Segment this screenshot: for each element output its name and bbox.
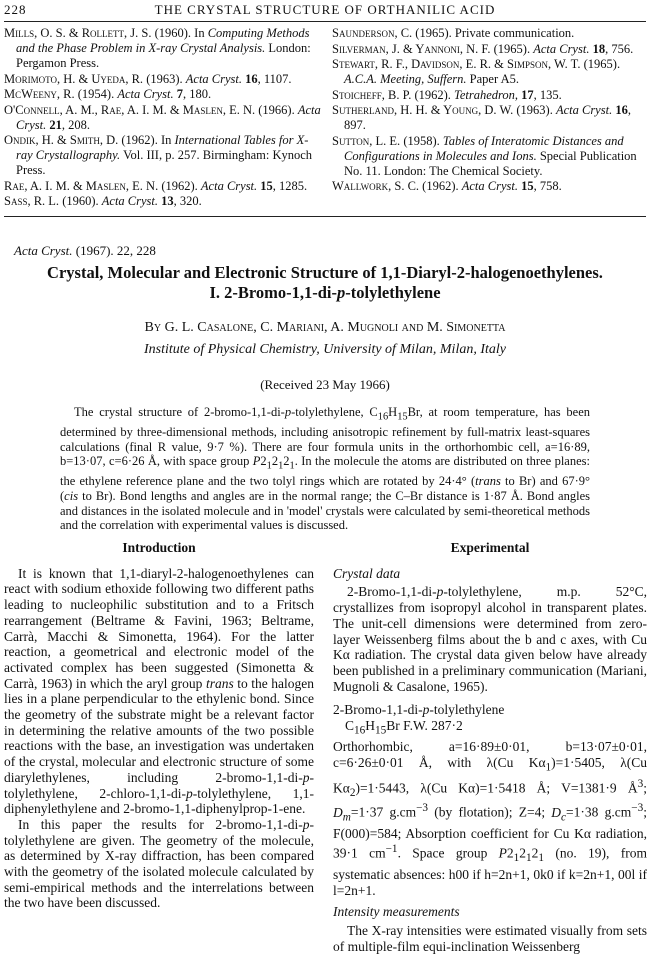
reference-tail: Vol. III, p. 257. Birmingham: Kynoch Press. <box>16 148 313 177</box>
reference-tail: London: Pergamon Press. <box>16 41 311 70</box>
reference-journal: Acta Cryst. <box>200 178 258 193</box>
reference-tail: , 208. <box>61 117 90 132</box>
references-right <box>332 26 648 195</box>
reference-item <box>332 134 648 179</box>
reference-tail: Special Publication No. 11. London: The Chemical Society. <box>344 148 637 178</box>
reference-tail: , 135. <box>533 87 562 102</box>
reference-journal: Acta Cryst. <box>117 87 174 101</box>
introduction-heading: Introduction <box>122 540 196 555</box>
page-header <box>0 0 650 22</box>
reference-journal: Acta Cryst. <box>461 179 518 193</box>
article-title <box>0 263 650 303</box>
reference-item <box>332 88 648 103</box>
title-line-2: I. 2-Bromo-1,1-di-p-tolylethylene <box>209 283 441 302</box>
reference-authors: Ondik, H. & Smith, D. <box>4 133 119 147</box>
reference-authors: Wallwork, S. C. <box>332 179 420 193</box>
page-number: 228 <box>4 2 27 17</box>
references-left <box>4 26 322 210</box>
experimental-column <box>333 540 647 954</box>
reference-journal: Acta Cryst. <box>101 194 159 208</box>
reference-volume: 13 <box>161 194 174 208</box>
reference-journal: Tables of Interatomic Distances and Configurations in Molecules and Ions. <box>344 133 624 163</box>
reference-year: (1958). <box>403 133 440 148</box>
reference-authors: Stewart, R. F., Davidson, E. R. & Simpson, W. T. <box>332 57 581 71</box>
reference-year: (1962). <box>121 133 158 147</box>
reference-journal: A.C.A. Meeting, Suffern. <box>344 72 467 86</box>
reference-volume: 16 <box>245 71 258 86</box>
experimental-heading: Experimental <box>450 540 530 555</box>
reference-volume: 15 <box>521 179 534 193</box>
reference-note: Private communication. <box>454 26 575 40</box>
introduction-column <box>4 540 314 911</box>
reference-authors: Saunderson, C. <box>332 26 413 40</box>
reference-item <box>4 194 322 209</box>
reference-item <box>332 179 648 194</box>
authors-list: G. L. Casalone, C. Mariani, A. Mugnoli and M. Simonetta <box>164 320 506 335</box>
citation-rest: (1967). 22, 228 <box>75 243 156 258</box>
reference-tail: , 320. <box>173 194 202 208</box>
reference-year: (1960). <box>154 26 192 40</box>
reference-year: (1960). <box>62 194 99 208</box>
reference-year: (1965). <box>415 26 452 40</box>
reference-authors: O'Connell, A. M., Rae, A. I. M. & Maslen, E. N. <box>4 102 256 117</box>
reference-journal: International Tables for X-ray Crystallography. <box>16 133 309 162</box>
authors-prefix: By <box>144 320 162 335</box>
reference-year: (1962). <box>414 87 451 102</box>
reference-authors: Sutherland, H. H. & Young, D. W. <box>332 103 514 117</box>
reference-journal: Acta Cryst. <box>16 102 321 132</box>
reference-authors: Rae, A. I. M. & Maslen, E. N. <box>4 178 159 193</box>
abstract: The crystal structure of 2-bromo-1,1-di-p-tolylethylene, $C_{16}H_{15}Br$, at room temperature, has been determined by three-dimensional methods, including anisotropic refinement by full-matrix least-squares calculations (final R value, 9·7 %). There are four formula units in the orthorhombic cell, a=16·89, b=13·07, c=6·26 Å, with space group $P2_12_12_1$. In the molecule the atoms are distributed on three planes: the ethylene reference plane and the two tolyl rings which are rotated by 24·4° (trans to Br) and 67·9° (cis to Br). Bond lengths and angles are in the normal range; the C–Br distance is 1·87 Å. Bond angles and distances in the isolated molecule and in 'model' crystals were calculated by semi-theoretical methods and the correlation with experimental values is discussed. <box>60 405 591 533</box>
reference-item <box>332 42 648 57</box>
reference-item <box>4 103 322 133</box>
reference-volume: 17 <box>521 87 534 102</box>
reference-authors: Morimoto, H. & Uyeda, R. <box>4 71 144 86</box>
intensity-paragraph: The X-ray intensities were estimated visually from sets of multiple-film equi-inclination Weissenberg <box>333 923 647 954</box>
reference-authors: McWeeny, R. <box>4 87 75 101</box>
reference-authors: Mills, O. S. & Rollett, J. S. <box>4 26 152 40</box>
title-line-1: Crystal, Molecular and Electronic Structure of 1,1-Diaryl-2-halogenoethylenes. <box>47 263 603 282</box>
reference-tail: , 756. <box>605 41 634 56</box>
reference-tail: , 180. <box>182 87 212 101</box>
reference-volume: 16 <box>615 103 628 117</box>
reference-journal: Acta Cryst. <box>185 71 243 86</box>
institution: Institute of Physical Chemistry, University of Milan, Milan, Italy <box>143 342 506 357</box>
reference-tail: , 1107. <box>257 71 292 86</box>
reference-tail: Paper A5. <box>466 72 519 86</box>
reference-authors: Stoicheff, B. P. <box>332 87 412 102</box>
formula-line: $C_{16}H_{15}Br$ F.W. 287·2 <box>345 718 463 737</box>
reference-authors: Sutton, L. E. <box>332 133 401 148</box>
reference-volume: 7 <box>176 87 183 101</box>
reference-year: (1965). <box>493 41 531 56</box>
cell-data: Orthorhombic, a=16·89±0·01, b=13·07±0·01, c=6·26±0·01 Å, with λ(Cu $K\alpha_1)=1\cdot 5405$, λ(Cu $K\alpha_2)=1\cdot 5443$, λ(Cu Kα)=1·5418 Å; V=1381·9 $Å^3$; $D_m=1\cdot 37$ $g.cm^{-3}$ (by flotation); Z=4; $D_c=1\cdot 38$ $g.cm^{-3}$; F(000)=584; Absorption coefficient for Cu Kα radiation, 39·1 $cm^{-1}$. Space group $P2_12_12_1$ (no. 19), from systematic absences: h00 if h=2n+1, 0k0 if k=2n+1, 00l if l=2n+1. <box>333 739 648 898</box>
reference-item <box>332 26 648 41</box>
reference-item <box>4 179 322 194</box>
intro-paragraph-1: It is known that 1,1-diaryl-2-halogenoethylenes can react with sodium ethoxide following two different paths leading to nucleophilic substitution and to a Fritsch rearrangement (Beltrame & Favini, 1963; Beltrame, Carrà, Macchi & Simonetta, 1964). For the latter reaction, a geometrical and electronic model of the activated complex has been suggested (Simonetta & Carrà, 1963) in which the aryl group trans to the halogen lies in a plane perpendicular to the ethylenic bond. Since the geometry of the substrate might be a relevant factor in determining the relative amounts of the two possible reactions with the base, an investigation was undertaken of the crystal, molecular and electronic structure of some diarylethylenes, including 2-bromo-1,1-di-p-tolylethylene, 2-chloro-1,1-di-p-tolylethylene, 1,1-diphenylethylene and 2-bromo-1,1-diphenylprop-1-ene. <box>4 565 314 817</box>
citation-journal: Acta Cryst. <box>14 243 73 258</box>
received-date: (Received 23 May 1966) <box>260 377 390 392</box>
reference-journal: Computing Methods and the Phase Problem in X-ray Crystal Analysis. <box>16 26 310 55</box>
header-rule <box>4 21 646 22</box>
intro-paragraph-2: In this paper the results for 2-bromo-1,1-di-p-tolylethylene are given. The geometry of the molecule, as determined by X-ray diffraction, has been compared with the geometry of the isolated molecule calculated by semi-empirical methods and the interrelations between the two have been discussed. <box>4 816 314 911</box>
reference-note: In <box>160 133 175 147</box>
reference-volume: 15 <box>260 178 273 193</box>
crystal-data-paragraph: 2-Bromo-1,1-di-p-tolylethylene, m.p. 52°C, crystallizes from isopropyl alcohol in transparent plates. The unit-cell dimensions were determined from zero-layer Weissenberg films about the b and c axes, with Cu Kα radiation. The crystal data given below have already been published in a preliminary communication (Mariani, Mugnoli & Casalone, 1965). <box>333 584 647 694</box>
reference-tail: , 1285. <box>272 178 308 193</box>
article-citation <box>14 243 156 259</box>
reference-tail: , 897. <box>344 103 631 132</box>
reference-item <box>4 87 322 102</box>
reference-year: (1962). <box>422 179 459 193</box>
reference-volume: 18 <box>592 41 606 56</box>
reference-note: In <box>194 26 208 40</box>
section-rule <box>4 216 646 217</box>
reference-journal: Acta Cryst. <box>555 103 613 117</box>
reference-item <box>4 72 322 87</box>
reference-item <box>4 26 322 71</box>
reference-year: (1962). <box>161 178 198 193</box>
reference-year: (1954). <box>77 87 115 101</box>
reference-journal: Tetrahedron, <box>454 87 519 102</box>
reference-year: (1965). <box>583 57 621 71</box>
reference-year: (1963). <box>146 71 183 86</box>
reference-tail: , 758. <box>533 179 562 193</box>
reference-volume: 21 <box>49 117 62 132</box>
reference-authors: Sass, R. L. <box>4 194 60 208</box>
intensity-heading: Intensity measurements <box>333 904 460 920</box>
compound-name: 2-Bromo-1,1-di-p-tolylethylene <box>333 702 505 718</box>
running-title: THE CRYSTAL STRUCTURE OF ORTHANILIC ACID <box>154 2 496 17</box>
reference-item <box>332 103 648 133</box>
reference-year: (1966). <box>258 102 295 117</box>
reference-authors: Silverman, J. & Yannoni, N. F. <box>332 41 491 56</box>
crystal-data-heading: Crystal data <box>333 565 401 581</box>
article-authors <box>0 320 650 336</box>
reference-year: (1963). <box>516 103 553 117</box>
reference-item <box>4 133 322 178</box>
reference-item <box>332 57 648 87</box>
reference-journal: Acta Cryst. <box>533 41 590 56</box>
